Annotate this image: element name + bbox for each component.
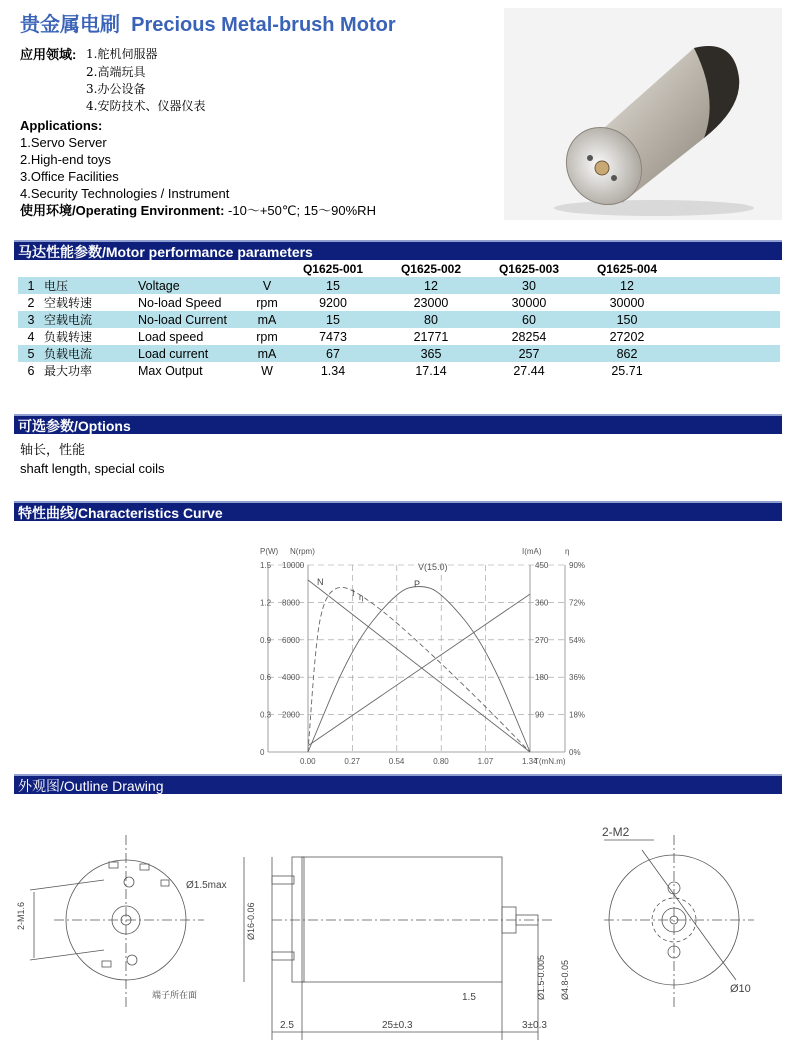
cell-value: 30000	[609, 295, 645, 310]
dim-25: 25±0.3	[382, 1020, 413, 1031]
cell-value: 17.14	[415, 363, 447, 378]
cell-value: 30000	[511, 295, 547, 310]
x-tick-label: 0.27	[344, 757, 360, 766]
dim-10: Ø10	[730, 983, 751, 995]
cell-value: 25.71	[611, 363, 643, 378]
side-view	[244, 857, 554, 1040]
row-label-cn: 最大功率	[44, 364, 93, 378]
chart-ticks	[260, 561, 585, 766]
curve-label-eta: η	[359, 593, 364, 602]
dim-1-5: 1.5	[462, 992, 476, 1003]
row-label-cn: 负载转速	[44, 330, 93, 344]
y-tick-label-N: 2000	[282, 710, 300, 720]
axis-label-i: I(mA)	[522, 547, 542, 556]
dim-3: 3±0.3	[522, 1020, 547, 1031]
chart-series	[308, 580, 530, 752]
axis-label-n: N(rpm)	[290, 547, 315, 556]
axis-label-eta: η	[565, 547, 570, 556]
cell-value: 9200	[319, 295, 347, 310]
row-label-en: Load current	[138, 345, 250, 362]
y-tick-label-I: 180	[535, 673, 549, 683]
options-en: shaft length, special coils	[20, 461, 165, 476]
title-en: Precious Metal-brush Motor	[131, 14, 396, 36]
cell-value: 12	[382, 277, 480, 294]
row-label-en: No-load Current	[138, 311, 250, 328]
row-label-en: No-load Speed	[138, 295, 222, 310]
row-label-en: Voltage	[138, 277, 250, 294]
app-item-cn: 2.高端玩具	[86, 65, 146, 79]
model-header: Q1625-003	[480, 260, 578, 277]
row-label-en: Load speed	[138, 329, 204, 344]
dim-2m16: 2-M1.6	[16, 901, 26, 930]
model-header: Q1625-002	[382, 260, 480, 277]
cell-value: 7473	[319, 329, 347, 344]
curve-label-p: P	[414, 579, 421, 589]
table-row	[18, 328, 780, 345]
x-tick-label: 0.80	[433, 757, 449, 766]
row-label-cn: 空载电流	[44, 311, 138, 328]
cell-value: 365	[382, 345, 480, 362]
applications-label-cn: 应用领域:	[20, 47, 77, 62]
row-number: 3	[18, 311, 44, 328]
row-number: 6	[27, 363, 35, 378]
cell-value: 67	[284, 345, 382, 362]
cell-value: 30	[480, 277, 578, 294]
applications-label-en: Applications:	[20, 118, 103, 133]
table-header-row	[18, 260, 780, 277]
row-unit: mA	[250, 311, 284, 328]
y-tick-label-P: 0.6	[260, 673, 272, 683]
page-title	[20, 8, 396, 37]
app-item-cn: 4.安防技术、仪器仪表	[86, 99, 206, 113]
y-tick-label-eta: 72%	[569, 598, 586, 608]
y-tick-label-I: 360	[535, 598, 549, 608]
row-number: 2	[27, 295, 35, 310]
cell-value: 60	[480, 311, 578, 328]
row-unit: rpm	[256, 329, 278, 344]
row-unit: V	[250, 277, 284, 294]
chart-frame	[268, 565, 565, 752]
chart-title: V(15.0)	[418, 562, 448, 572]
y-tick-label-N: 10000	[282, 561, 305, 570]
row-unit: W	[261, 363, 273, 378]
chart-grid	[268, 565, 565, 752]
section-bar-options: 可选参数/Options	[14, 414, 782, 434]
y-tick-label-I: 450	[535, 561, 549, 570]
section-bar-curve: 特性曲线/Characteristics Curve	[14, 501, 782, 521]
title-cn: 贵金属电刷	[20, 14, 120, 36]
y-tick-label-I: 270	[535, 635, 549, 645]
app-item-en: 3.Office Facilities	[20, 169, 119, 184]
row-label-cn: 负载电流	[44, 345, 138, 362]
table-row	[18, 277, 780, 294]
dim-15max: Ø1.5max	[186, 880, 227, 891]
cell-value: 1.34	[320, 363, 346, 378]
table-row	[18, 345, 780, 362]
app-item-en: 1.Servo Server	[20, 135, 107, 150]
label-2m2: 2-M2	[602, 825, 630, 839]
x-tick-label: 0.54	[388, 757, 405, 766]
options-text	[20, 440, 165, 478]
row-unit: mA	[250, 345, 284, 362]
row-number: 4	[27, 329, 35, 344]
table-row	[18, 362, 780, 379]
env-value: -10～+50℃; 15～90%RH	[228, 203, 376, 218]
row-number: 5	[18, 345, 44, 362]
row-label-en: Max Output	[138, 363, 203, 378]
series-line-I	[308, 594, 530, 746]
app-item-cn: 1.舵机伺服器	[86, 47, 158, 61]
y-tick-label-P: 0	[260, 748, 265, 757]
app-item-cn: 3.办公设备	[86, 82, 146, 96]
cell-value: 80	[382, 311, 480, 328]
dim-shaft: Ø1.5-0.005	[536, 954, 546, 1000]
table-row	[18, 294, 780, 311]
motor-photo-illustration	[504, 8, 782, 220]
model-header: Q1625-004	[578, 260, 676, 277]
dim-boss: Ø4.8-0.05	[560, 959, 570, 1000]
curve-label-n: N	[317, 577, 324, 587]
cell-value: 150	[578, 311, 676, 328]
app-item-en: 2.High-end toys	[20, 152, 112, 167]
cell-value: 28254	[511, 329, 547, 344]
cell-value: 23000	[413, 295, 449, 310]
operating-environment	[20, 202, 376, 219]
app-item-en: 4.Security Technologies / Instrument	[20, 186, 230, 201]
model-header: Q1625-001	[284, 260, 382, 277]
y-tick-label-P: 0.3	[260, 710, 272, 720]
series-line-N	[308, 580, 530, 752]
outline-drawing	[14, 800, 790, 1050]
cell-value: 27.44	[513, 363, 545, 378]
cell-value: 15	[284, 311, 382, 328]
section-bar-outline: 外观图/Outline Drawing	[14, 774, 782, 794]
table-row	[18, 311, 780, 328]
options-cn: 轴长，性能	[20, 442, 86, 457]
axis-label-p: P(W)	[260, 547, 279, 556]
x-tick-label: 1.07	[477, 757, 494, 766]
cell-value: 15	[284, 277, 382, 294]
y-tick-label-P: 1.2	[260, 598, 272, 608]
y-tick-label-eta: 36%	[569, 673, 586, 683]
row-label-cn: 空载转速	[44, 296, 93, 310]
performance-table	[18, 260, 780, 379]
front-view-left	[30, 835, 204, 1010]
curve-label-i: I	[352, 588, 355, 598]
x-tick-label: 0.00	[300, 757, 316, 766]
dim-dia16: Ø16-0.06	[246, 902, 256, 940]
x-axis-label: T(mN.m)	[534, 757, 566, 766]
cell-value: 21771	[413, 329, 449, 344]
y-tick-label-I: 90	[535, 710, 544, 720]
x-tick-label: 1.34	[522, 757, 538, 766]
series-line-P	[308, 587, 530, 752]
y-tick-label-eta: 90%	[569, 561, 586, 570]
cell-value: 12	[578, 277, 676, 294]
env-label: 使用环境/Operating Environment:	[20, 203, 225, 218]
y-tick-label-P: 1.5	[260, 561, 272, 570]
cell-value: 862	[578, 345, 676, 362]
y-tick-label-N: 8000	[282, 598, 300, 608]
applications	[20, 46, 376, 219]
y-tick-label-P: 0.9	[260, 635, 272, 645]
dim-2-5: 2.5	[280, 1020, 294, 1031]
row-label-cn: 电压	[44, 277, 138, 294]
cell-value: 257	[480, 345, 578, 362]
y-tick-label-eta: 0%	[569, 748, 581, 757]
y-tick-label-eta: 18%	[569, 710, 586, 720]
section-bar-performance: 马达性能参数/Motor performance parameters	[14, 240, 782, 260]
y-tick-label-N: 4000	[282, 673, 300, 683]
y-tick-label-eta: 54%	[569, 635, 586, 645]
characteristics-chart	[240, 540, 610, 772]
label-terminal-face: 端子所在面	[152, 990, 198, 1000]
cell-value: 27202	[609, 329, 645, 344]
y-tick-label-N: 6000	[282, 635, 300, 645]
row-number: 1	[18, 277, 44, 294]
row-unit: rpm	[256, 295, 278, 310]
motor-photo	[504, 8, 782, 220]
